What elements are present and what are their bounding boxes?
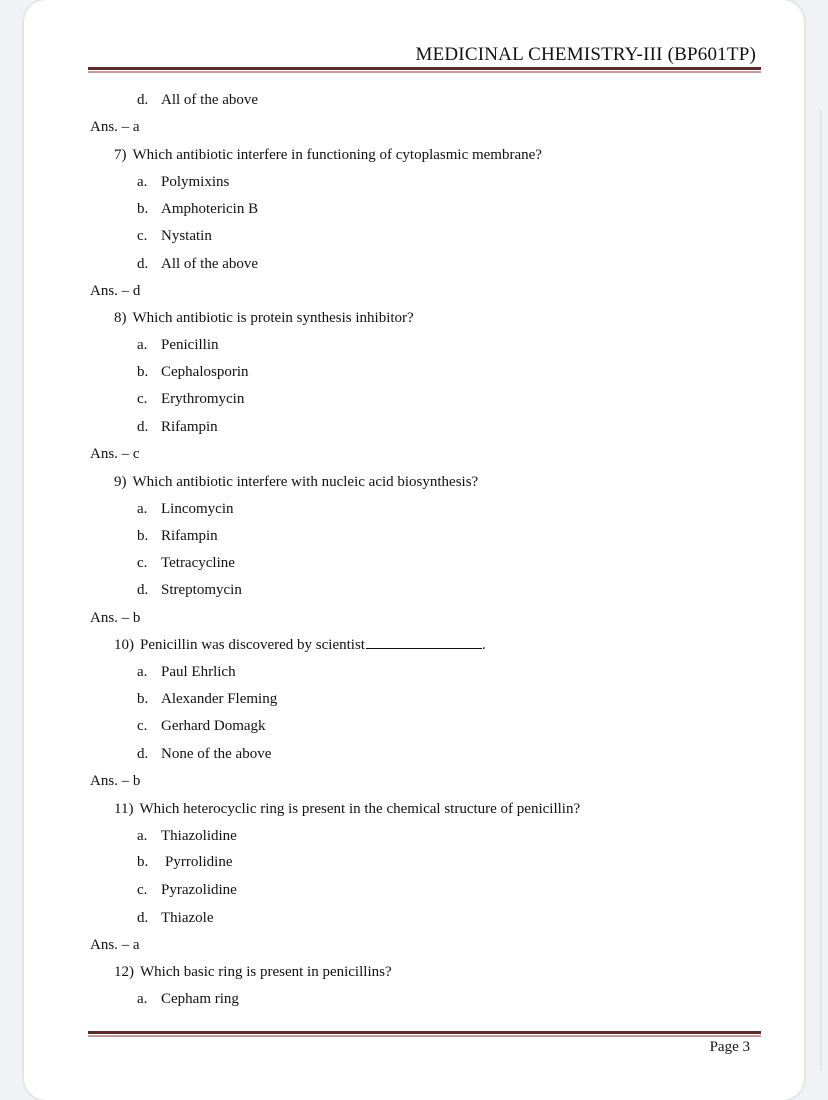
option-item: b. Amphotericin B [137,201,259,217]
option-item: d. Thiazole [137,910,214,926]
option-item: b. Cephalosporin [137,364,249,380]
question-10: 10) Penicillin was discovered by scientist . [114,637,486,653]
option-item: c. Erythromycin [137,391,245,407]
option-item: a. Cepham ring [137,991,239,1007]
option-item: d. All of the above [137,256,259,272]
answer-line: Ans. – a [90,119,140,135]
question-8: 8) Which antibiotic is protein synthesis inhibitor? [114,310,414,326]
question-7: 7) Which antibiotic interfere in functioning of cytoplasmic membrane? [114,147,542,163]
answer-line: Ans. – b [90,773,141,789]
option-item: c. Pyrazolidine [137,882,237,898]
question-9: 9) Which antibiotic interfere with nucleic acid biosynthesis? [114,474,479,490]
footer-rule [88,1031,761,1037]
answer-line: Ans. – c [90,446,140,462]
page-number: Page 3 [709,1039,750,1055]
option-item: a. Paul Ehrlich [137,664,236,680]
option-item: a. Polymixins [137,174,230,190]
fill-blank [366,638,482,649]
header-rule [88,67,761,73]
option-item: d. Rifampin [137,419,218,435]
header-title: MEDICINAL CHEMISTRY-III (BP601TP) [415,44,756,65]
option-item: b. Alexander Fleming [137,691,278,707]
question-12: 12) Which basic ring is present in penicillins? [114,964,392,980]
answer-line: Ans. – b [90,610,141,626]
scrollbar-track[interactable] [820,110,822,1070]
option-item: b. Rifampin [137,528,218,544]
option-item: d. Streptomycin [137,582,242,598]
option-item: c. Nystatin [137,228,212,244]
option-item: b. Pyrrolidine [137,854,233,870]
option-item: a. Lincomycin [137,501,234,517]
option-item: a. Penicillin [137,337,219,353]
option-item: c. Gerhard Domagk [137,718,266,734]
answer-line: Ans. – d [90,283,141,299]
document-page [24,0,804,1100]
answer-line: Ans. – a [90,937,140,953]
option-item: a. Thiazolidine [137,828,237,844]
option-item: d. All of the above [137,92,259,108]
option-item: d. None of the above [137,746,272,762]
question-11: 11) Which heterocyclic ring is present in the chemical structure of penicillin? [114,801,581,817]
option-item: c. Tetracycline [137,555,235,571]
